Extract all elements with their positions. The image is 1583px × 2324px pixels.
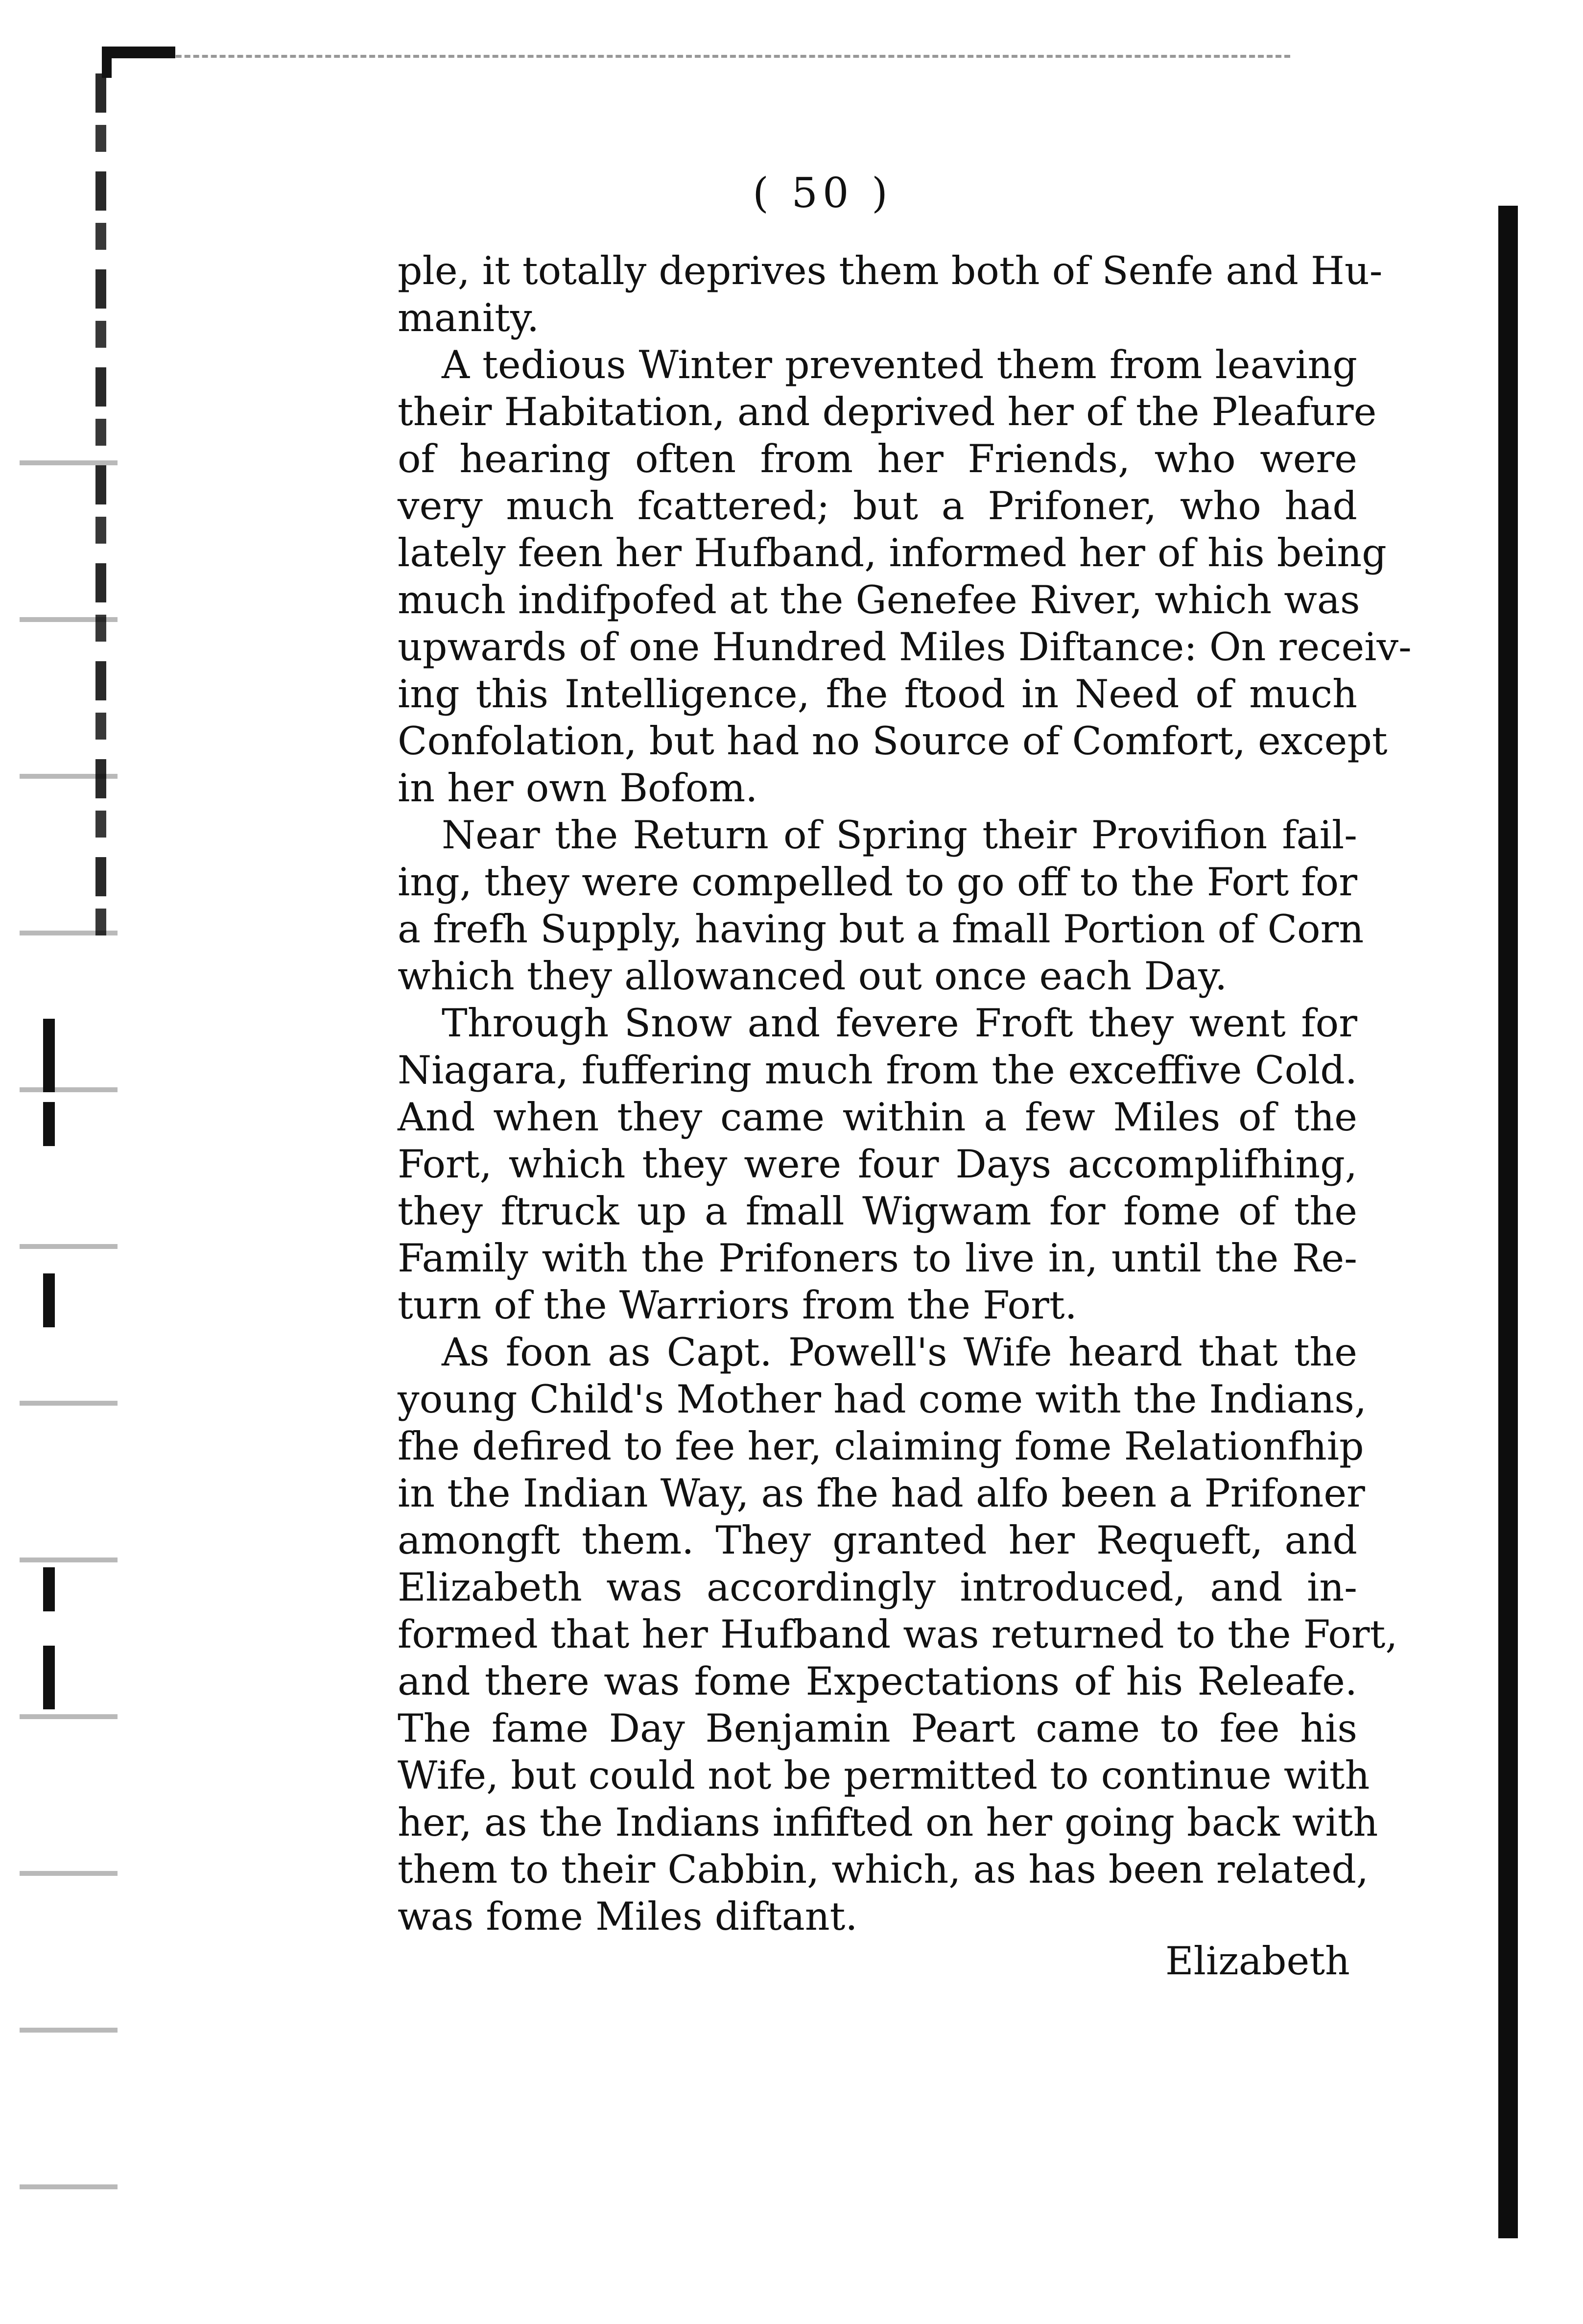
scan-edge-line (105, 55, 1290, 58)
text-line: Confolation, but had no Source of Comfort, except (398, 719, 1388, 764)
text-line: a frefh Supply, having but a fmall Portion of Corn (398, 907, 1364, 952)
text-line: much indifpofed at the Genefee River, which was (398, 577, 1360, 623)
text-line: Elizabeth was accordingly introduced, and in- (398, 1565, 1357, 1610)
text-line: ing this Intelligence, fhe ftood in Need of much (398, 671, 1357, 717)
text-line: amongft them. They granted her Requeft, and (398, 1518, 1357, 1563)
text-line: Niagara, fuffering much from the exceffive Cold. (398, 1048, 1357, 1093)
catchword: Elizabeth (1165, 1939, 1350, 1984)
text-line: which they allowanced out once each Day. (398, 954, 1228, 999)
scan-mark (43, 1646, 55, 1709)
text-line: Wife, but could not be permitted to continue with (398, 1753, 1370, 1798)
text-line: upwards of one Hundred Miles Diftance: On receiv- (398, 624, 1412, 670)
text-line: and there was fome Expectations of his Releafe. (398, 1659, 1357, 1704)
text-line: formed that her Hufband was returned to the Fort, (398, 1612, 1398, 1657)
text-line: turn of the Warriors from the Fort. (398, 1283, 1077, 1328)
text-line: was fome Miles diftant. (398, 1894, 858, 1939)
text-line: Family with the Prifoners to live in, until the Re- (398, 1236, 1357, 1281)
text-line: As foon as Capt. Powell's Wife heard that the (442, 1330, 1357, 1375)
text-line: Fort, which they were four Days accomplifhing, (398, 1142, 1357, 1187)
scan-right-edge (1498, 206, 1518, 2238)
scan-mark (43, 1102, 55, 1146)
scan-mark (43, 1567, 55, 1611)
text-line: lately feen her Hufband, informed her of his being (398, 530, 1387, 575)
text-line: of hearing often from her Friends, who were (398, 436, 1357, 481)
scan-corner-mark (102, 47, 175, 78)
page-number: ( 50 ) (753, 169, 893, 217)
text-line: A tedious Winter prevented them from leaving (442, 342, 1357, 387)
scan-noise (20, 392, 118, 2204)
text-line: in the Indian Way, as fhe had alfo been a Prifoner (398, 1471, 1365, 1516)
text-line: ing, they were compelled to go off to the Fort for (398, 860, 1357, 905)
text-line: their Habitation, and deprived her of the Pleafure (398, 389, 1377, 434)
text-line: The fame Day Benjamin Peart came to fee his (398, 1706, 1357, 1751)
text-line: in her own Bofom. (398, 766, 758, 811)
text-line: them to their Cabbin, which, as has been related, (398, 1847, 1369, 1892)
text-line: very much fcattered; but a Prifoner, who had (398, 483, 1357, 528)
scan-mark (43, 1273, 55, 1327)
text-line: they ftruck up a fmall Wigwam for fome of the (398, 1189, 1357, 1234)
text-line: manity. (398, 295, 540, 340)
text-line: fhe defired to fee her, claiming fome Relationfhip (398, 1424, 1364, 1469)
text-line: young Child's Mother had come with the Indians, (398, 1377, 1367, 1422)
text-line: ple, it totally deprives them both of Senfe and Hu- (398, 248, 1383, 293)
scan-mark (43, 1019, 55, 1092)
text-line: Near the Return of Spring their Provifion fail- (442, 813, 1357, 858)
text-line: Through Snow and fevere Froft they went for (442, 1001, 1357, 1046)
text-line: her, as the Indians infifted on her going back with (398, 1800, 1378, 1845)
text-line: And when they came within a few Miles of the (398, 1095, 1357, 1140)
